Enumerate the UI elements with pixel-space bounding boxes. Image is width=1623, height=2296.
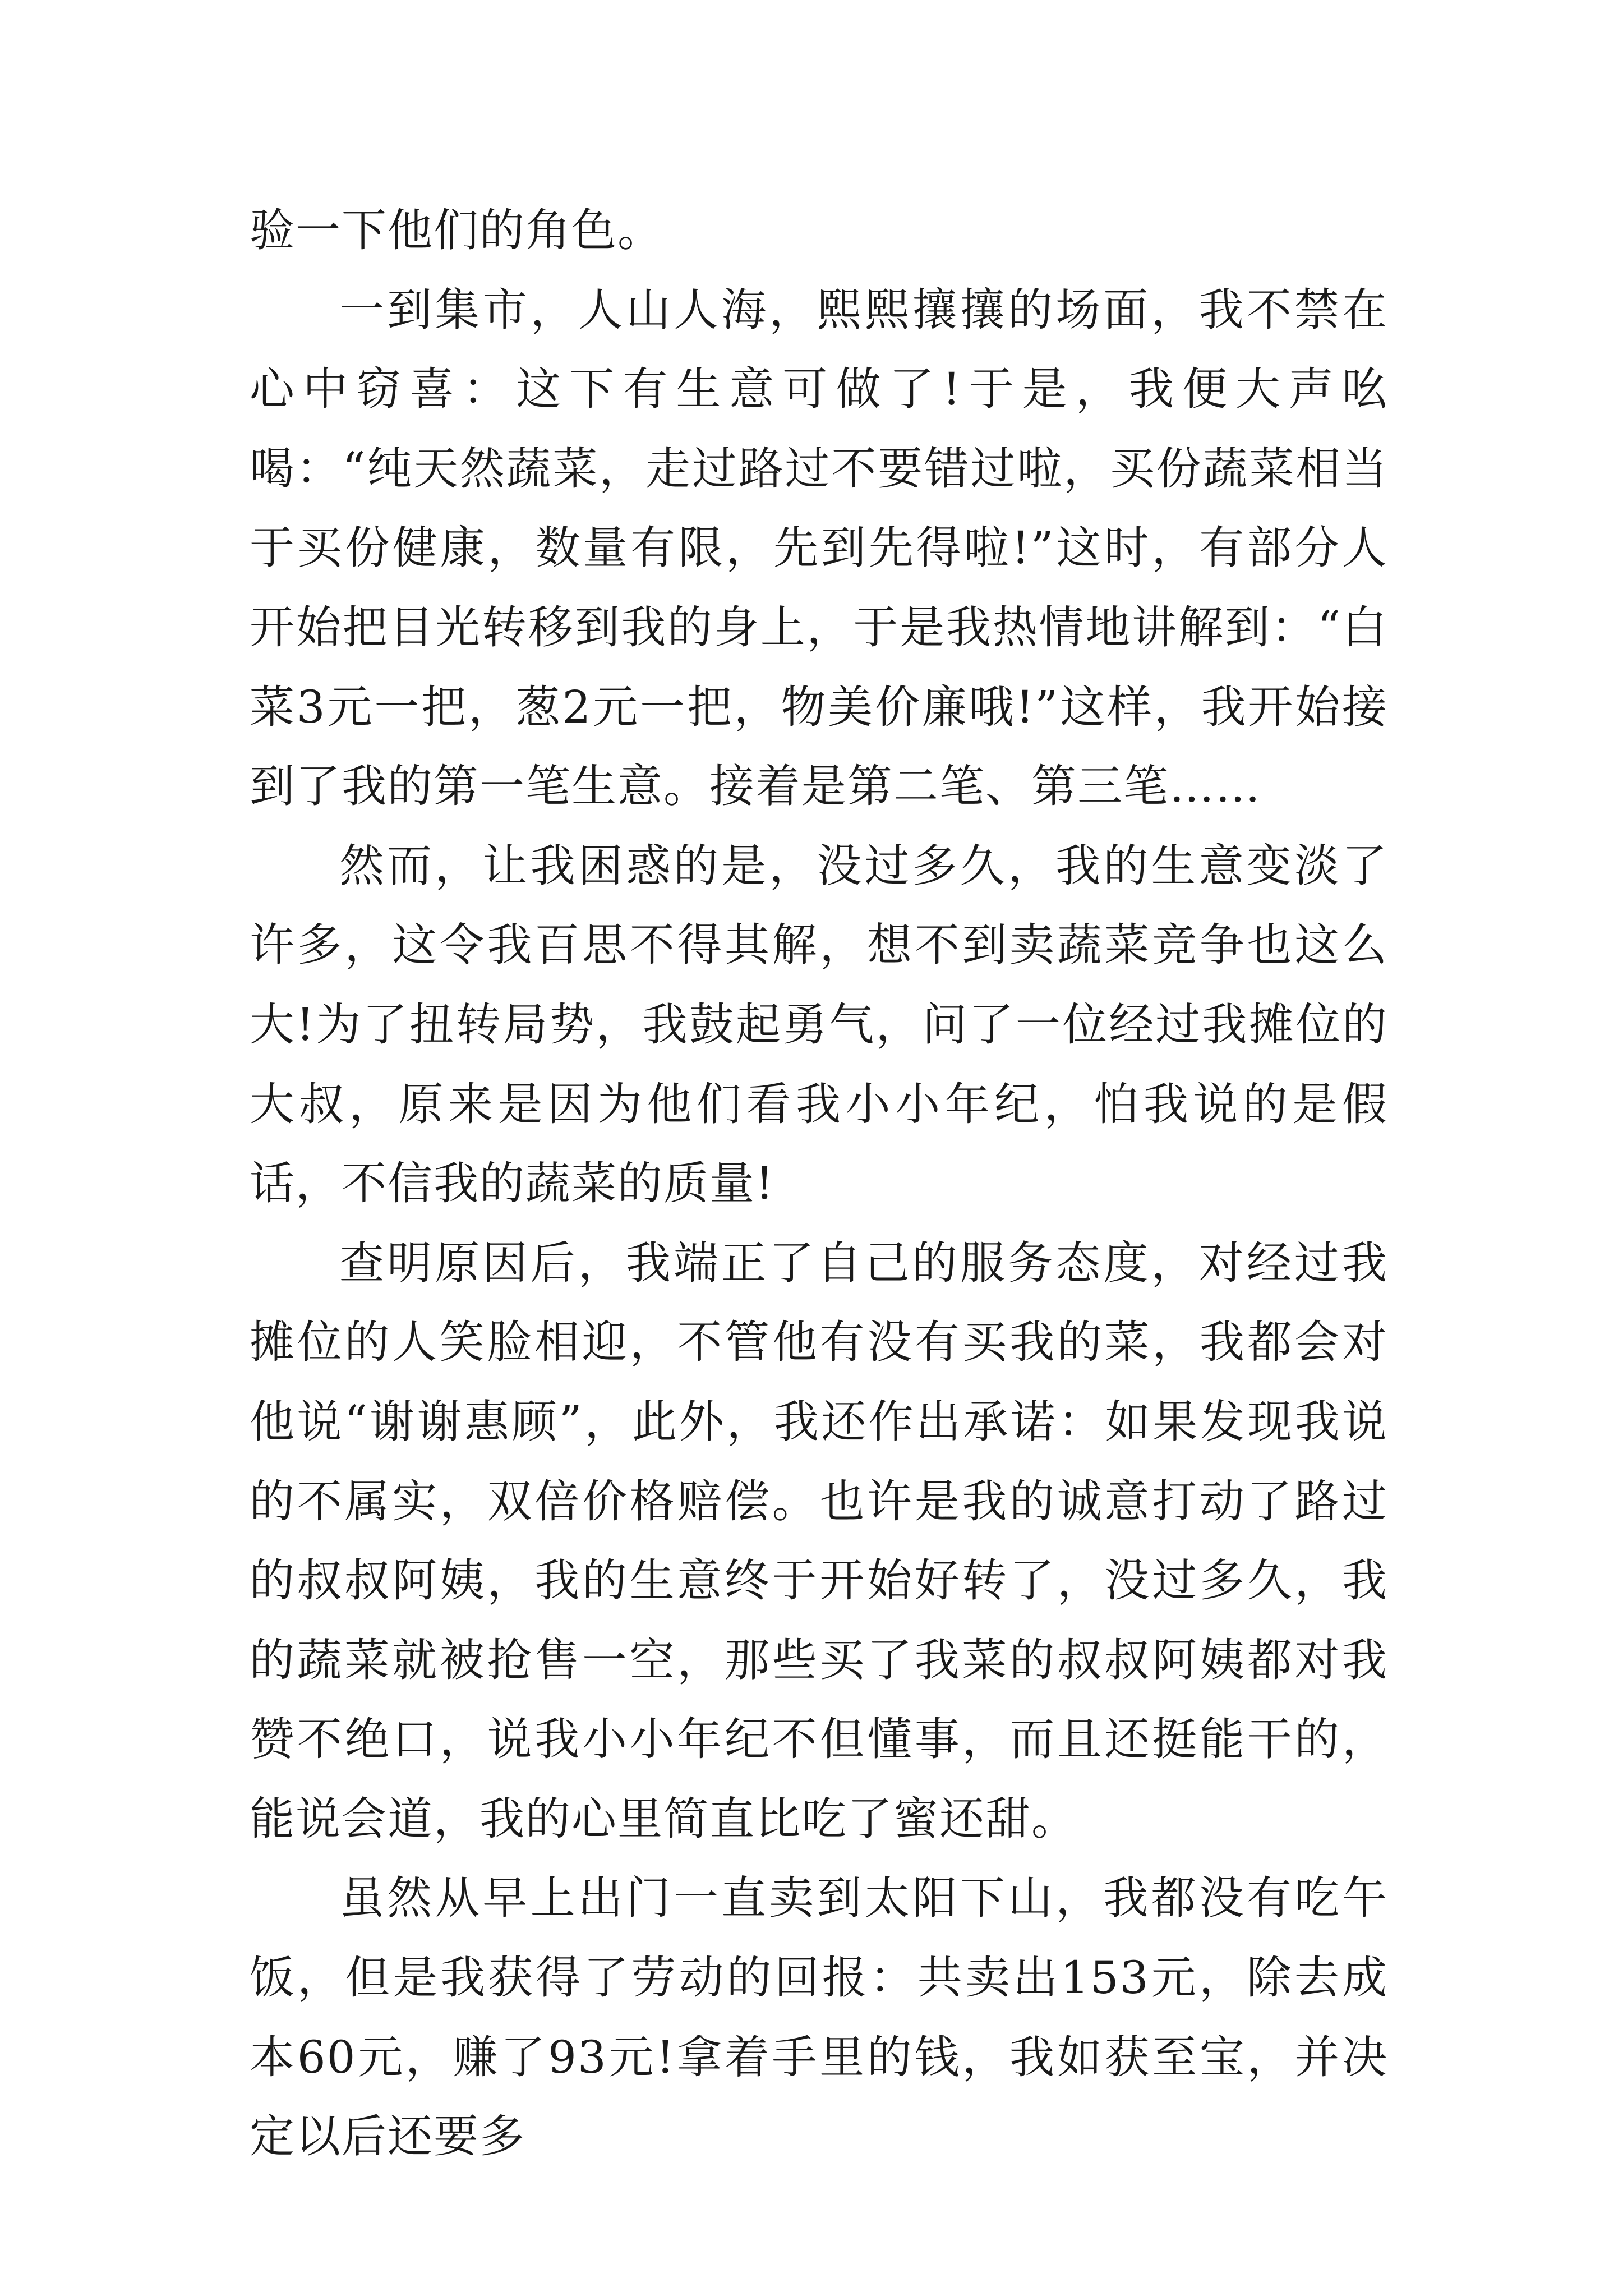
paragraph-2: 一到集市，人山人海，熙熙攘攘的场面，我不禁在心中窃喜：这下有生意可做了!于是，我便大声吆喝：“纯天然蔬菜，走过路过不要错过啦，买份蔬菜相当于买份健康，数量有限，先到先得啦!”这时，有部分人开始把目光转移到我的身上，于是我热情地讲解到：“白菜3元一把，葱2元一把，物美价廉哦!”这样，我开始接到了我的第一笔生意。接着是第二笔、第三笔…… [250,283,1388,813]
paragraph-3: 然而，让我困惑的是，没过多久，我的生意变淡了许多，这令我百思不得其解，想不到卖蔬菜竞争也这么大!为了扭转局势，我鼓起勇气，问了一位经过我摊位的大叔，原来是因为他们看我小小年纪，怕我说的是假话，不信我的蔬菜的质量! [250,839,1388,1210]
paragraph-5: 虽然从早上出门一直卖到太阳下山，我都没有吃午饭，但是我获得了劳动的回报：共卖出153元，除去成本60元，赚了93元!拿着手里的钱，我如获至宝，并决定以后还要多 [250,1872,1388,2163]
paragraph-4: 查明原因后，我端正了自己的服务态度，对经过我摊位的人笑脸相迎，不管他有没有买我的菜，我都会对他说“谢谢惠顾”，此外，我还作出承诺：如果发现我说的不属实，双倍价格赔偿。也许是我的诚意打动了路过的叔叔阿姨，我的生意终于开始好转了，没过多久，我的蔬菜就被抢售一空，那些买了我菜的叔叔阿姨都对我赞不绝口，说我小小年纪不但懂事，而且还挺能干的，能说会道，我的心里简直比吃了蜜还甜。 [250,1236,1388,1845]
paragraph-1: 验一下他们的角色。 [250,204,663,256]
document-body [250,191,1388,2177]
